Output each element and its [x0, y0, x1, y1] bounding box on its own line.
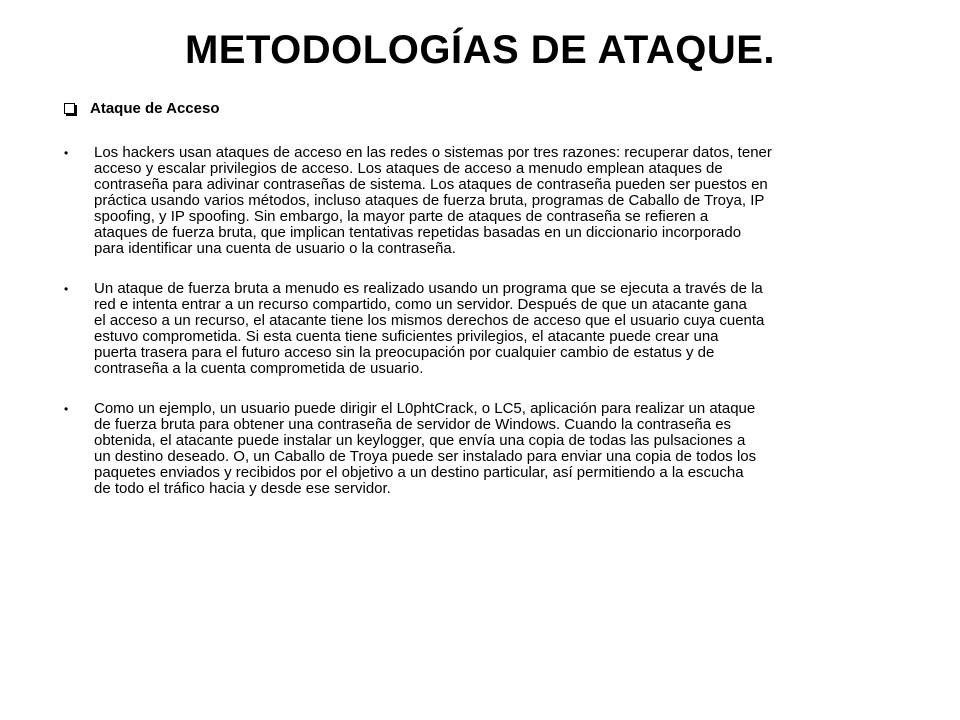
subheading-label: Ataque de Acceso — [90, 100, 220, 117]
bullet-item — [64, 281, 914, 377]
checkbox-bullet-icon — [64, 103, 75, 114]
slide-title: METODOLOGÍAS DE ATAQUE. — [184, 28, 776, 72]
bullet-text: Un ataque de fuerza bruta a menudo es realizado usando un programa que se ejecuta a través de la red e intenta entrar a un recurso compartido, como un servidor. Después de que un atacante gana el acceso a un recurso, el atacante tiene los mismos derechos de acceso que el usuario cuya cuenta estuvo comprometida. Si esta cuenta tiene suficientes privilegios, el atacante puede crear una puerta trasera para el futuro acceso sin la preocupación por cualquier cambio de estatus y de contraseña a la cuenta comprometida de usuario. — [94, 280, 765, 377]
bullet-list — [64, 145, 914, 521]
bullet-dot-icon: • — [64, 402, 69, 416]
bullet-item — [64, 145, 914, 257]
bullet-item — [64, 401, 914, 497]
bullet-dot-icon: • — [64, 282, 69, 296]
bullet-text: Como un ejemplo, un usuario puede dirigir el L0phtCrack, o LC5, aplicación para realizar un ataque de fuerza bruta para obtener una contraseña de servidor de Windows. Cuando la contraseña es obtenida, el atacante puede instalar un keylogger, que envía una copia de todas las pulsaciones a un destino deseado. O, un Caballo de Troya puede ser instalado para enviar una copia de todos los paquetes enviados y recibidos por el objetivo a un destino particular, así permitiendo a la escucha de todo el tráfico hacia y desde ese servidor. — [94, 400, 757, 497]
subheading — [64, 100, 864, 117]
bullet-text: Los hackers usan ataques de acceso en las redes o sistemas por tres razones: recuperar datos, tener acceso y escalar privilegios de acceso. Los ataques de acceso a menudo emplean ataques de contraseña para adivinar contraseñas de sistema. Los ataques de contraseña pueden ser puestos en práctica usando varios métodos, incluso ataques de fuerza bruta, programas de Caballo de Troya, IP spoofing, y IP spoofing. Sin embargo, la mayor parte de ataques de contraseña se refieren a ataques de fuerza bruta, que implican tentativas repetidas basadas en un diccionario incorporado para identificar una cuenta de usuario o la contraseña. — [94, 144, 772, 257]
bullet-dot-icon: • — [64, 146, 69, 160]
